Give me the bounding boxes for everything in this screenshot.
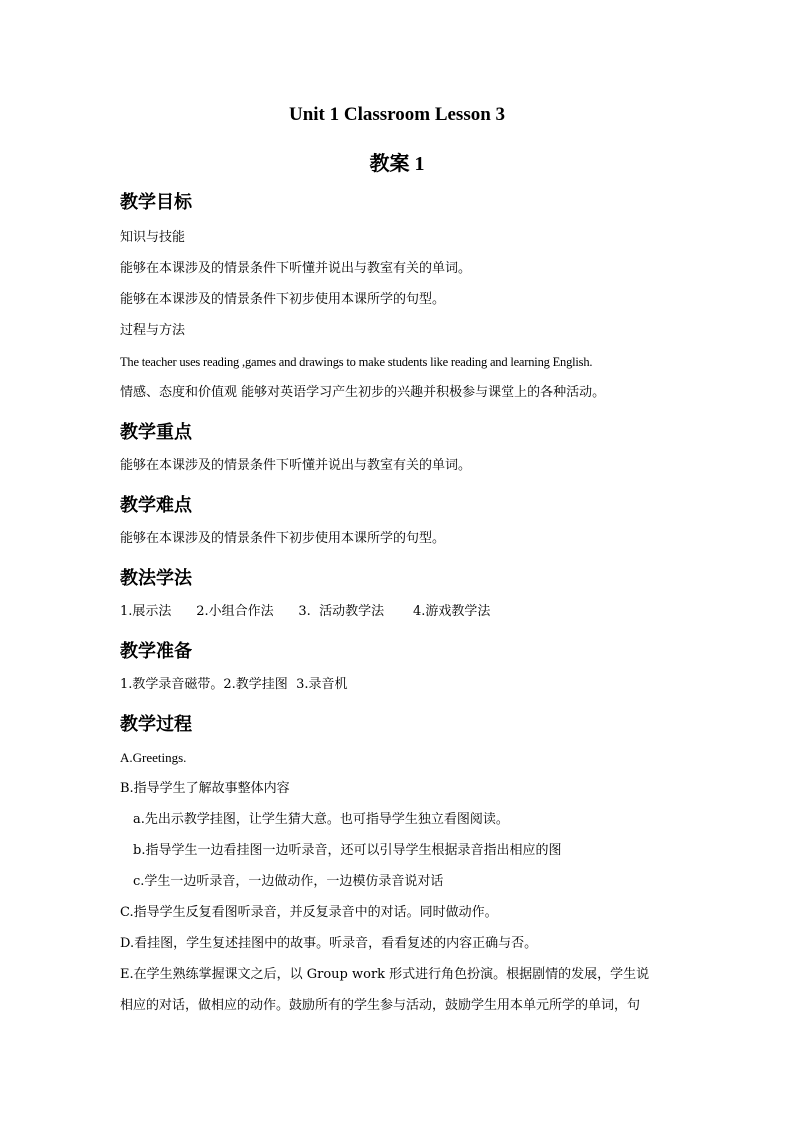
process-line: B.指导学生了解故事整体内容: [120, 781, 290, 796]
process-line: a.先出示教学挂图，让学生猜大意。也可指导学生独立看图阅读。: [133, 812, 509, 827]
heading-process: 教学过程: [120, 714, 192, 735]
heading-goals: 教学目标: [120, 192, 192, 213]
heading-key-points: 教学重点: [120, 422, 192, 443]
process-line: E.在学生熟练掌握课文之后，以 Group work 形式进行角色扮演。根据剧情的发展，学生说: [120, 967, 650, 982]
heading-preparation: 教学准备: [120, 641, 192, 662]
goals-line: 过程与方法: [120, 323, 186, 338]
heading-methods: 教法学法: [120, 568, 192, 589]
document-title: Unit 1 Classroom Lesson 3: [288, 104, 506, 125]
goals-line: 情感、态度和价值观 能够对英语学习产生初步的兴趣并积极参与课堂上的各种活动。: [120, 385, 606, 400]
key-points-line: 能够在本课涉及的情景条件下听懂并说出与教室有关的单词。: [120, 458, 472, 473]
process-line: A.Greetings.: [120, 750, 187, 765]
methods-line: 1.展示法 2.小组合作法 3. 活动教学法 4.游戏教学法: [120, 604, 491, 619]
goals-line: 能够在本课涉及的情景条件下听懂并说出与教室有关的单词。: [120, 261, 472, 276]
difficulties-line: 能够在本课涉及的情景条件下初步使用本课所学的句型。: [120, 531, 446, 546]
goals-line: 能够在本课涉及的情景条件下初步使用本课所学的句型。: [120, 292, 446, 307]
preparation-line: 1.教学录音磁带。2.教学挂图 3.录音机: [120, 677, 348, 692]
process-line: 相应的对话，做相应的动作。鼓励所有的学生参与活动，鼓励学生用本单元所学的单词，句: [120, 998, 641, 1013]
process-line: D.看挂图，学生复述挂图中的故事。听录音，看看复述的内容正确与否。: [120, 936, 538, 951]
goals-line: 知识与技能: [120, 230, 186, 245]
process-line: C.指导学生反复看图听录音，并反复录音中的对话。同时做动作。: [120, 905, 498, 920]
goals-line-english: The teacher uses reading ,games and drawings to make students like reading and learning English.: [120, 355, 593, 369]
process-line: b.指导学生一边看挂图一边听录音，还可以引导学生根据录音指出相应的图: [133, 843, 562, 858]
document-subtitle: 教案 1: [369, 153, 425, 175]
heading-difficulties: 教学难点: [120, 495, 192, 516]
process-line: c.学生一边听录音，一边做动作，一边模仿录音说对话: [133, 874, 444, 889]
